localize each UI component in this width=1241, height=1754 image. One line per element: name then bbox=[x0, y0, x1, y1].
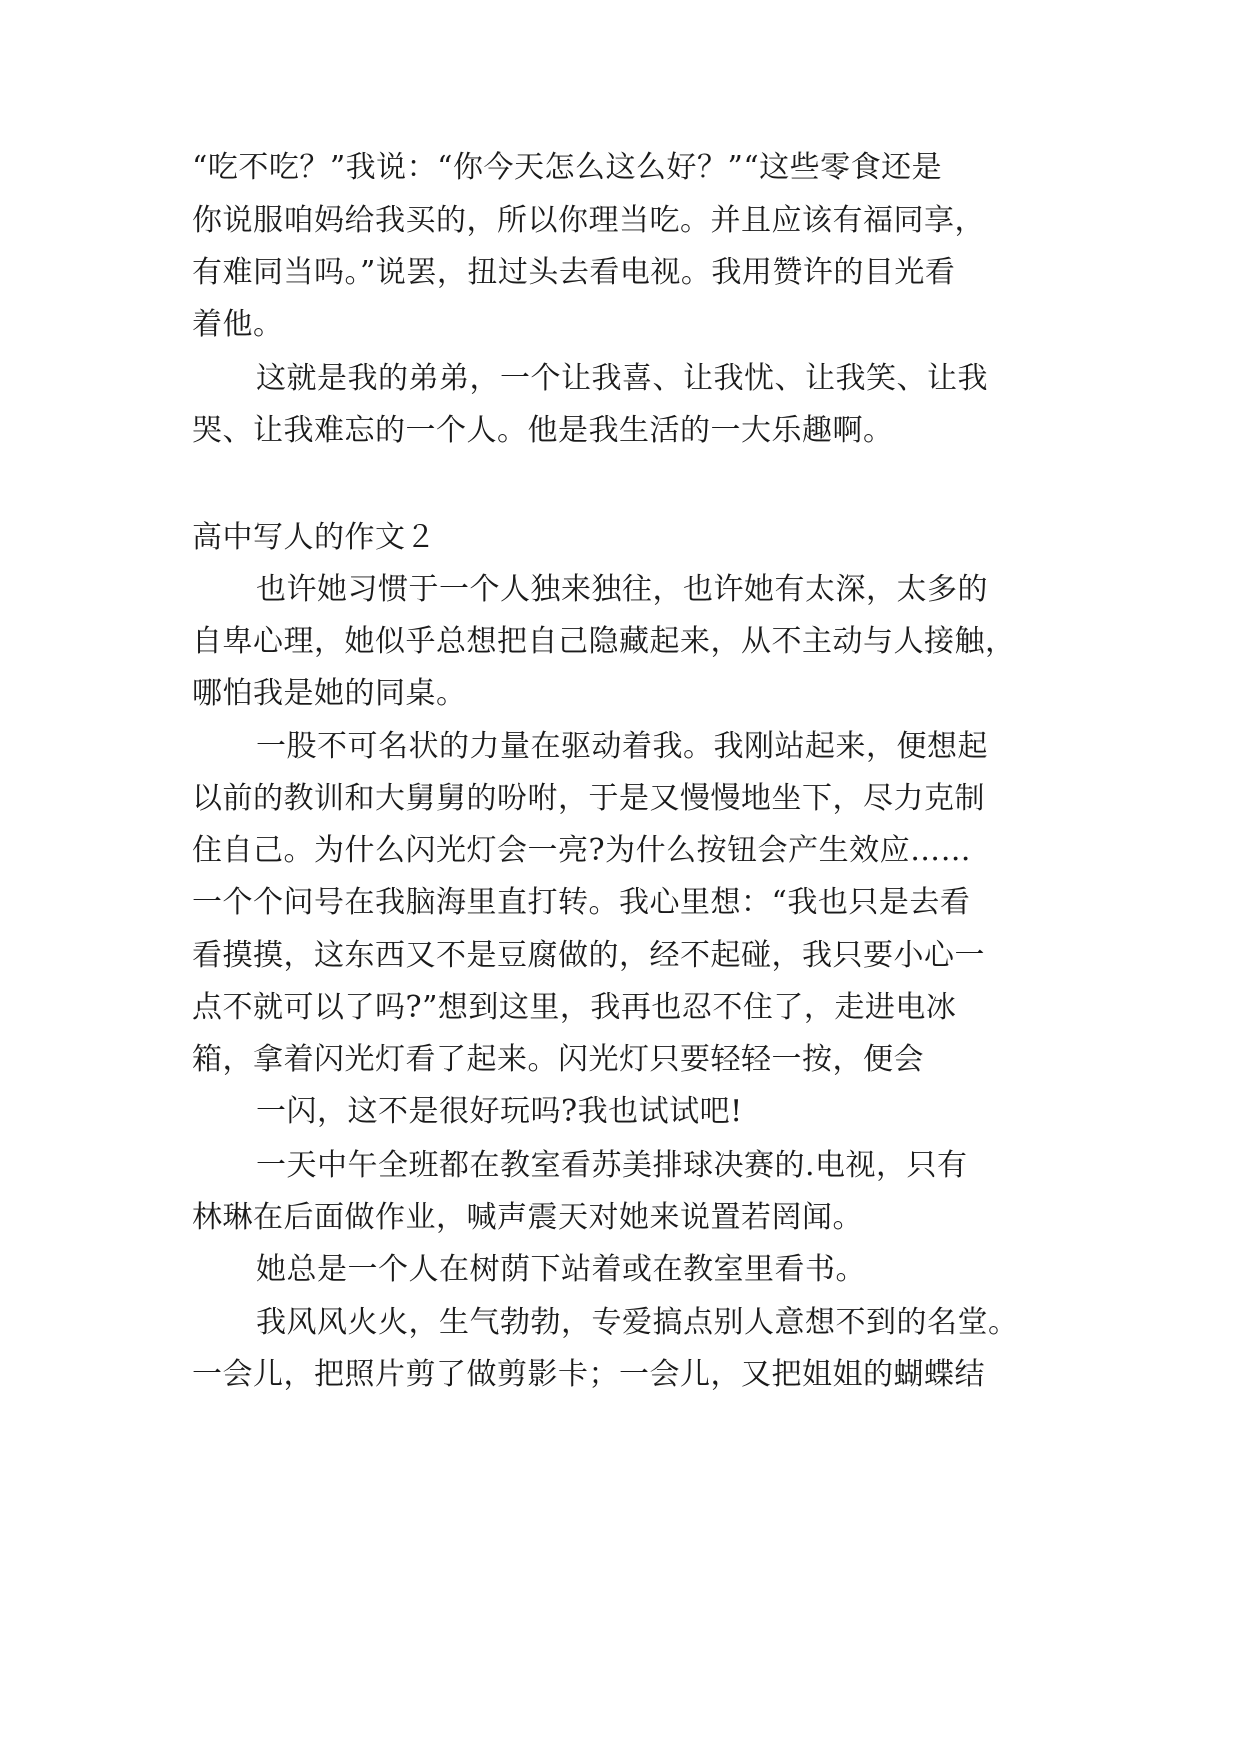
section-heading: 高中写人的作文２ bbox=[192, 520, 436, 555]
text-line: 看摸摸，这东西又不是豆腐做的，经不起碰，我只要小心一 bbox=[192, 938, 985, 973]
text-line: 有难同当吗。”说罢，扭过头去看电视。我用赞许的目光看 bbox=[192, 255, 956, 290]
text-line: 着他。 bbox=[192, 307, 284, 342]
text-line: 一个个问号在我脑海里直打转。我心里想：“我也只是去看 bbox=[192, 885, 971, 920]
text-line: 你说服咱妈给我买的，所以你理当吃。并且应该有福同享， bbox=[192, 203, 985, 238]
text-line: 也许她习惯于一个人独来独往，也许她有太深，太多的 bbox=[256, 572, 988, 607]
text-line: 一会儿，把照片剪了做剪影卡；一会儿，又把姐姐的蝴蝶结 bbox=[192, 1357, 985, 1392]
text-line: 点不就可以了吗?”想到这里，我再也忍不住了，走进电冰 bbox=[192, 990, 957, 1025]
text-line: 哭、让我难忘的一个人。他是我生活的一大乐趣啊。 bbox=[192, 413, 894, 448]
text-line: 她总是一个人在树荫下站着或在教室里看书。 bbox=[256, 1252, 866, 1287]
text-line: 一天中午全班都在教室看苏美排球决赛的.电视，只有 bbox=[256, 1148, 968, 1183]
text-line: 自卑心理，她似乎总想把自己隐藏起来，从不主动与人接触， bbox=[192, 624, 1016, 659]
text-line: 林琳在后面做作业，喊声震天对她来说置若罔闻。 bbox=[192, 1200, 863, 1235]
text-line: 箱，拿着闪光灯看了起来。闪光灯只要轻轻一按，便会 bbox=[192, 1042, 924, 1077]
text-line: 以前的教训和大舅舅的吩咐，于是又慢慢地坐下，尽力克制 bbox=[192, 781, 985, 816]
text-line: 我风风火火，生气勃勃，专爱搞点别人意想不到的名堂。 bbox=[256, 1305, 1019, 1340]
text-line: 这就是我的弟弟，一个让我喜、让我忧、让我笑、让我 bbox=[256, 361, 988, 396]
text-line: 住自己。为什么闪光灯会一亮?为什么按钮会产生效应…… bbox=[192, 833, 972, 868]
text-line: “吃不吃？”我说：“你今天怎么这么好？”“这些零食还是 bbox=[192, 150, 943, 185]
text-line: 哪怕我是她的同桌。 bbox=[192, 676, 467, 711]
text-line: 一股不可名状的力量在驱动着我。我刚站起来，便想起 bbox=[256, 729, 988, 764]
text-line: 一闪，这不是很好玩吗?我也试试吧! bbox=[256, 1094, 743, 1129]
